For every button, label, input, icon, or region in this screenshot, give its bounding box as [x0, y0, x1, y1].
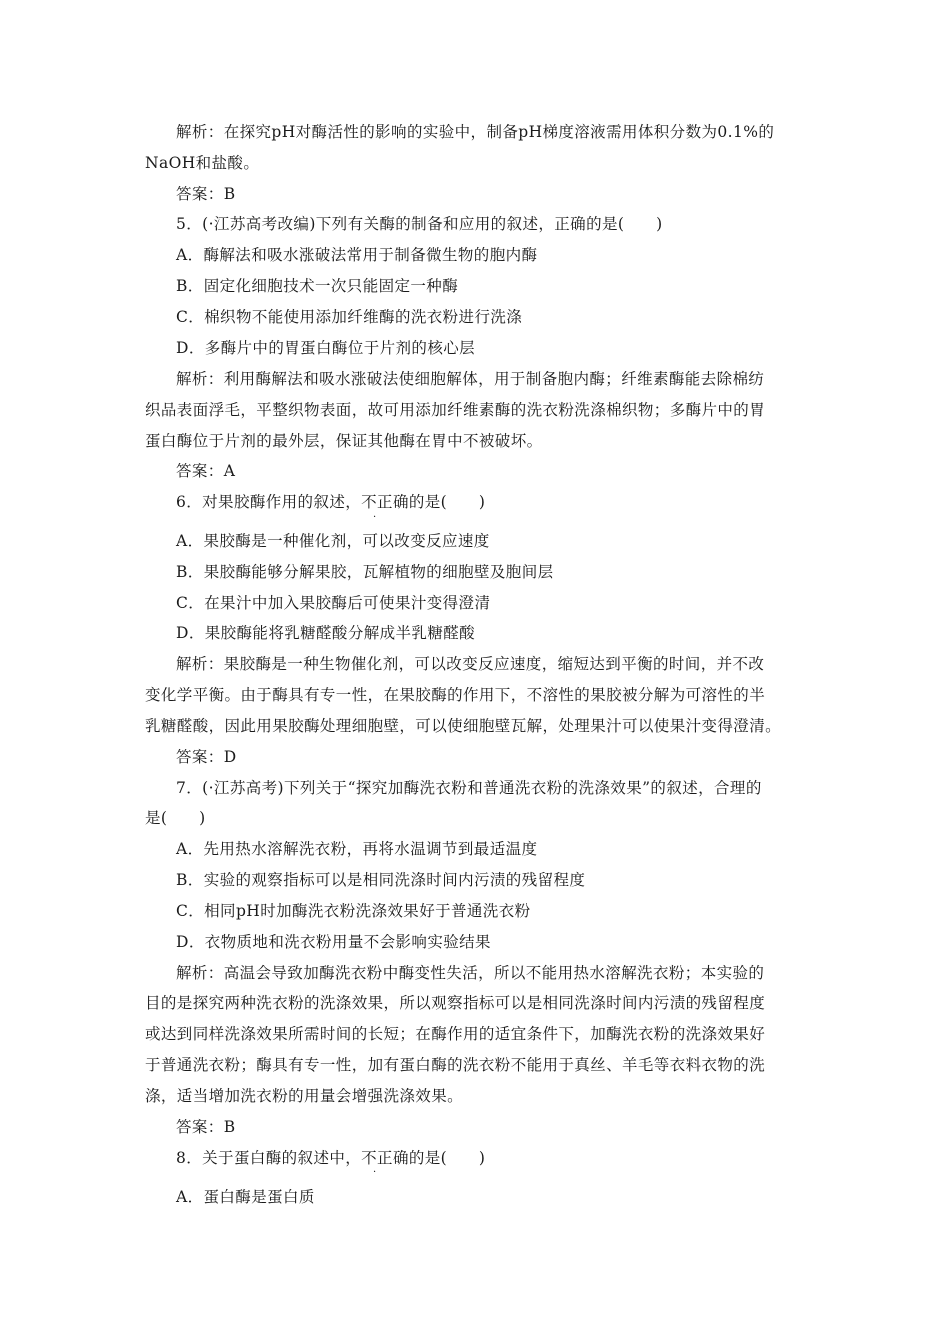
q5-analysis-line-2: 织品表面浮毛，平整织物表面，故可用添加纤维素酶的洗衣粉洗涤棉织物；多酶片中的胃 — [145, 401, 766, 419]
q5-option-d: D．多酶片中的胃蛋白酶位于片剂的核心层 — [176, 339, 476, 357]
q7-stem-line-1: 7．(·江苏高考)下列关于“探究加酶洗衣粉和普通洗衣粉的洗涤效果”的叙述，合理的 — [176, 779, 762, 797]
q7-option-b: B．实验的观察指标可以是相同洗涤时间内污渍的残留程度 — [176, 871, 586, 889]
q8-option-a: A．蛋白酶是蛋白质 — [176, 1188, 315, 1206]
q7-option-a: A．先用热水溶解洗衣粉，再将水温调节到最适温度 — [176, 840, 538, 858]
q4-analysis-line-1: 解析：在探究pH对酶活性的影响的实验中，制备pH梯度溶液需用体积分数为0.1%的 — [176, 123, 775, 141]
q6-analysis-line-2: 变化学平衡。由于酶具有专一性，在果胶酶的作用下，不溶性的果胶被分解为可溶性的半 — [145, 686, 766, 704]
q6-option-d: D．果胶酶能将乳糖醛酸分解成半乳糖醛酸 — [176, 624, 476, 642]
q7-option-d: D．衣物质地和洗衣粉用量不会影响实验结果 — [176, 933, 491, 951]
q4-answer: 答案：B — [176, 185, 236, 203]
emphasis-dot: · — [373, 512, 377, 523]
q5-analysis-line-3: 蛋白酶位于片剂的最外层，保证其他酶在胃中不被破坏。 — [145, 432, 543, 450]
q5-option-b: B．固定化细胞技术一次只能固定一种酶 — [176, 277, 459, 295]
q7-answer: 答案：B — [176, 1118, 236, 1136]
q6-stem: 6．对果胶酶作用的叙述，不正确的是( ) — [176, 493, 486, 511]
emphasis-dot: · — [373, 1167, 377, 1178]
q7-analysis-line-1: 解析：高温会导致加酶洗衣粉中酶变性失活，所以不能用热水溶解洗衣粉；本实验的 — [176, 964, 765, 982]
q5-analysis-line-1: 解析：利用酶解法和吸水涨破法使细胞解体，用于制备胞内酶；纤维素酶能去除棉纺 — [176, 370, 765, 388]
q6-answer: 答案：D — [176, 748, 237, 766]
q5-option-a: A．酶解法和吸水涨破法常用于制备微生物的胞内酶 — [176, 246, 538, 264]
q7-analysis-line-4: 于普通洗衣粉；酶具有专一性，加有蛋白酶的洗衣粉不能用于真丝、羊毛等衣料衣物的洗 — [145, 1056, 766, 1074]
q6-option-a: A．果胶酶是一种催化剂，可以改变反应速度 — [176, 532, 490, 550]
q5-stem: 5．(·江苏高考改编)下列有关酶的制备和应用的叙述，正确的是( ) — [176, 215, 663, 233]
q5-answer: 答案：A — [176, 462, 236, 480]
q7-analysis-line-2: 目的是探究两种洗衣粉的洗涤效果，所以观察指标可以是相同洗涤时间内污渍的残留程度 — [145, 994, 766, 1012]
q6-analysis-line-3: 乳糖醛酸，因此用果胶酶处理细胞壁，可以使细胞壁瓦解，处理果汁可以使果汁变得澄清。 — [145, 717, 782, 735]
q5-option-c: C．棉织物不能使用添加纤维酶的洗衣粉进行洗涤 — [176, 308, 523, 326]
q6-analysis-line-1: 解析：果胶酶是一种生物催化剂，可以改变反应速度，缩短达到平衡的时间，并不改 — [176, 655, 765, 673]
q8-stem: 8．关于蛋白酶的叙述中，不正确的是( ) — [176, 1149, 486, 1167]
q6-option-c: C．在果汁中加入果胶酶后可使果汁变得澄清 — [176, 594, 491, 612]
q6-option-b: B．果胶酶能够分解果胶，瓦解植物的细胞壁及胞间层 — [176, 563, 554, 581]
q7-stem-line-2: 是( ) — [145, 809, 206, 827]
q7-analysis-line-5: 涤，适当增加洗衣粉的用量会增强洗涤效果。 — [145, 1087, 464, 1105]
q4-analysis-line-2: NaOH和盐酸。 — [145, 154, 260, 172]
q7-option-c: C．相同pH时加酶洗衣粉洗涤效果好于普通洗衣粉 — [176, 902, 531, 920]
q7-analysis-line-3: 或达到同样洗涤效果所需时间的长短；在酶作用的适宜条件下，加酶洗衣粉的洗涤效果好 — [145, 1025, 766, 1043]
